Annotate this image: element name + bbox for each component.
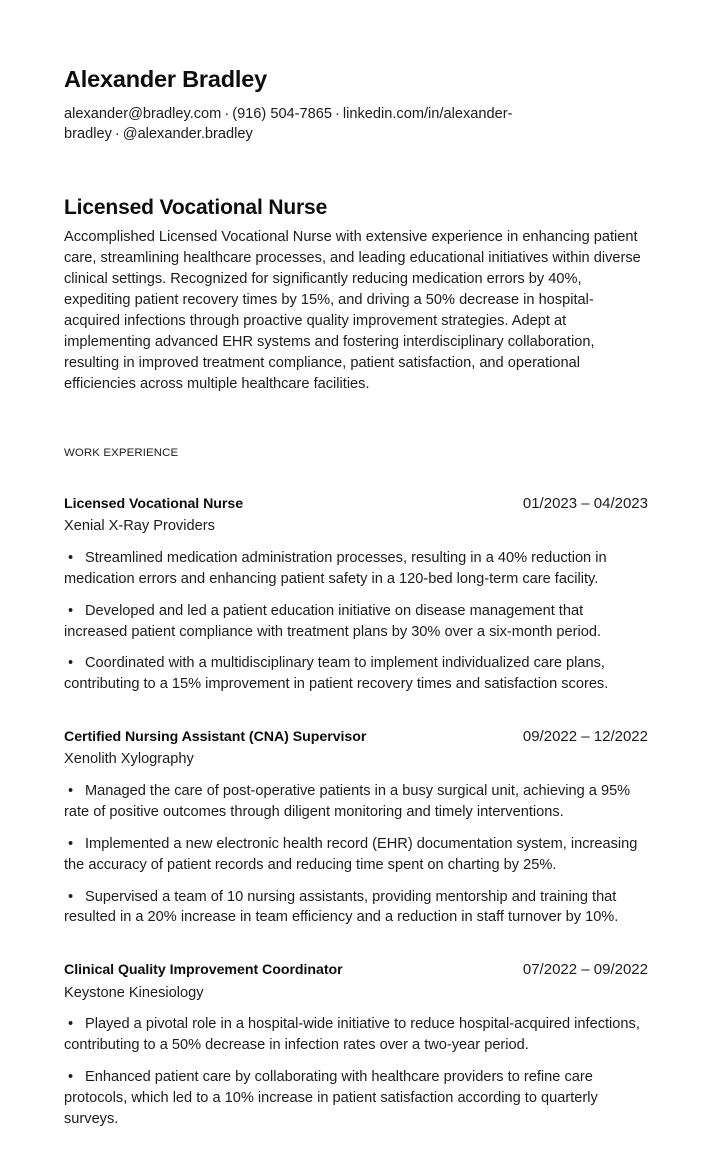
contact-linkedin[interactable]: linkedin.com/in/alexander-bradley [64,105,513,143]
bullet-point-icon: • [68,602,74,619]
job-bullet [64,1014,648,1056]
job-bullet [64,548,648,590]
bullet-point-icon: • [68,655,74,672]
job-bullet-text: Enhanced patient care by collaborating with healthcare providers to refine care protocols, which led to a 10% increase in patient satisfaction according to quarterly surveys. [64,1068,598,1127]
bullet-point-icon: • [68,1016,74,1033]
experience-entry-header [64,494,648,514]
job-bullet-list [64,781,648,928]
job-bullet-text: Developed and led a patient education initiative on disease management that increased patient compliance with treatment plans by 30% over a six-month period. [64,602,602,640]
job-date-range: 01/2023 – 04/2023 [522,495,648,513]
job-bullet-text: Coordinated with a multidisciplinary team to implement individualized care plans, contributing to a 15% improvement in patient recovery times and satisfaction scores. [64,655,609,693]
job-title: Clinical Quality Improvement Coordinator [64,962,343,979]
contact-phone[interactable]: (916) 504-7865 [232,105,333,122]
contact-line [64,104,642,145]
job-bullet-text: Supervised a team of 10 nursing assistants, providing mentorship and training that resulted in a 20% increase in team efficiency and a reduction in staff turnover by 10%. [64,888,619,926]
job-bullet-list [64,1014,648,1129]
company-name: Xenial X-Ray Providers [64,518,215,535]
contact-separator-2: · [335,105,340,122]
professional-summary: Accomplished Licensed Vocational Nurse with extensive experience in enhancing patient care, streamlining healthcare processes, and leading educational initiatives within diverse clinical settings. Recognized for significantly reducing medication errors by 40%, expediting patient recovery times by 15%, and driving a 50% decrease in hospital-acquired infections through proactive quality improvement strategies. Adept at implementing advanced EHR systems and fostering interdisciplinary collaboration, resulting in improved treatment compliance, patient satisfaction, and operational efficiencies across multiple healthcare facilities. [64,229,641,393]
job-title: Licensed Vocational Nurse [64,496,244,513]
job-bullet [64,653,648,695]
job-bullet-text: Implemented a new electronic health record (EHR) documentation system, increasing the accuracy of patient records and reducing time spent on charting by 25%. [64,835,638,873]
contact-handle[interactable]: @alexander.bradley [122,126,253,143]
contact-email[interactable]: alexander@bradley.com [64,105,222,122]
candidate-name: Alexander Bradley [64,66,267,92]
experience-entry [64,727,648,928]
bullet-point-icon: • [68,888,74,905]
experience-entry-header [64,960,648,980]
company-name: Xenolith Xylography [64,751,194,768]
job-bullet [64,887,648,929]
company-name: Keystone Kinesiology [64,984,204,1001]
experience-entry-header [64,727,648,747]
job-bullet-list [64,548,648,695]
role-heading: Licensed Vocational Nurse [64,196,328,220]
section-label-work-experience: WORK EXPERIENCE [64,447,179,460]
bullet-point-icon: • [68,550,74,566]
bullet-point-icon: • [68,1068,74,1085]
contact-separator-1: · [224,105,230,122]
job-bullet [64,1067,648,1130]
job-bullet [64,834,648,876]
experience-entry [64,494,648,695]
job-bullet [64,601,648,643]
job-bullet-text: Played a pivotal role in a hospital-wide initiative to reduce hospital-acquired infections, contributing to a 50% decrease in infection rates over a two-year period. [64,1016,640,1054]
job-bullet [64,781,648,823]
job-date-range: 07/2022 – 09/2022 [522,961,648,979]
job-bullet-text: Streamlined medication administration processes, resulting in a 40% reduction in medication errors and enhancing patient safety in a 120-bed long-term care facility. [64,550,607,587]
job-title: Certified Nursing Assistant (CNA) Supervisor [64,729,367,746]
bullet-point-icon: • [68,835,74,852]
job-bullet-text: Managed the care of post-operative patients in a busy surgical unit, achieving a 95% rate of positive outcomes through diligent monitoring and timely interventions. [64,783,631,820]
bullet-point-icon: • [68,783,74,800]
work-experience-list [64,494,648,1130]
experience-entry [64,960,648,1129]
job-date-range: 09/2022 – 12/2022 [522,728,648,746]
contact-separator-3: · [114,126,120,143]
